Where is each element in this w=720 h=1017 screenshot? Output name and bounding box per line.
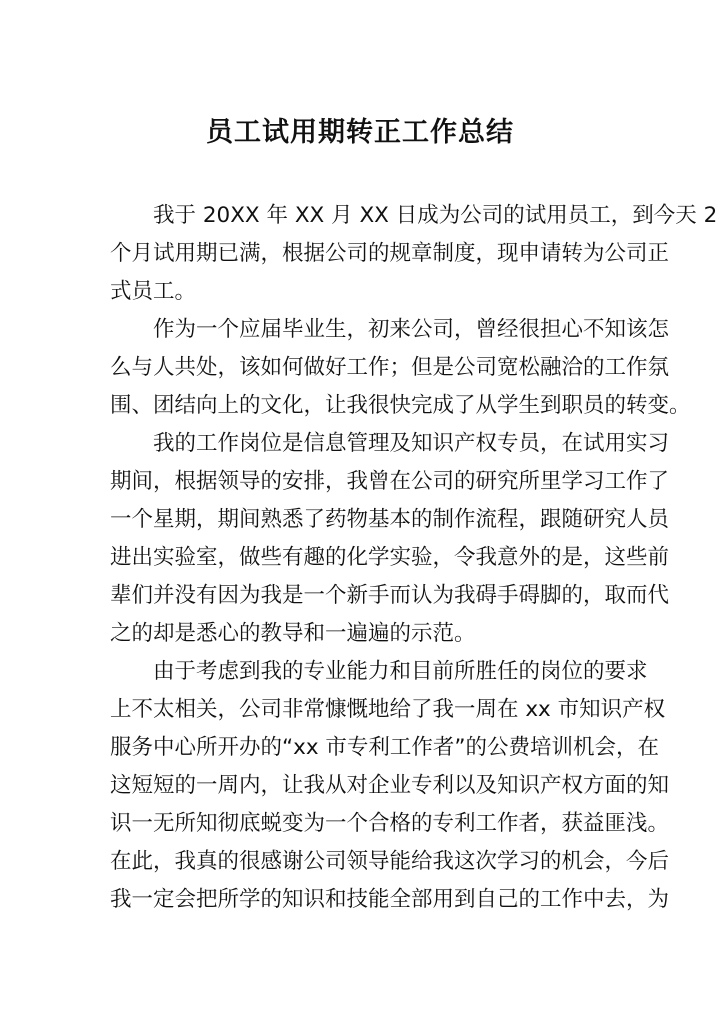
body-line: 这短短的一周内，让我从对企业专利以及知识产权方面的知: [110, 773, 670, 798]
body-line: 我一定会把所学的知识和技能全部用到自己的工作中去，为: [110, 887, 670, 912]
body-line: 我的工作岗位是信息管理及知识产权专员，在试用实习: [153, 431, 670, 456]
body-line: 个月试用期已满，根据公司的规章制度，现申请转为公司正: [110, 241, 670, 266]
body-line: 么与人共处，该如何做好工作；但是公司宽松融洽的工作氛: [110, 355, 670, 380]
body-line: 辈们并没有因为我是一个新手而认为我碍手碍脚的，取而代: [110, 583, 670, 608]
body-line: 作为一个应届毕业生，初来公司，曾经很担心不知该怎: [153, 317, 670, 342]
body-line: 进出实验室，做些有趣的化学实验，令我意外的是，这些前: [110, 545, 670, 570]
document-body: [110, 197, 718, 919]
body-line: 由于考虑到我的专业能力和目前所胜任的岗位的要求: [153, 659, 648, 684]
body-line: 识一无所知彻底蜕变为一个合格的专利工作者，获益匪浅。: [110, 811, 670, 836]
body-line: 我于 20XX 年 XX 月 XX 日成为公司的试用员工，到今天 2: [153, 203, 718, 228]
body-line: 式员工。: [110, 279, 197, 304]
body-line: 上不太相关，公司非常慷慨地给了我一周在 xx 市知识产权: [110, 697, 666, 722]
body-line: 在此，我真的很感谢公司领导能给我这次学习的机会，今后: [110, 849, 670, 874]
document-title: 员工试用期转正工作总结: [206, 117, 514, 148]
body-line: 之的却是悉心的教导和一遍遍的示范。: [110, 621, 476, 646]
body-line: 围、团结向上的文化，让我很快完成了从学生到职员的转变。: [110, 393, 691, 418]
body-line: 一个星期，期间熟悉了药物基本的制作流程，跟随研究人员: [110, 507, 670, 532]
body-line: 期间，根据领导的安排，我曾在公司的研究所里学习工作了: [110, 469, 670, 494]
body-line: 服务中心所开办的“xx 市专利工作者”的公费培训机会，在: [110, 735, 660, 760]
